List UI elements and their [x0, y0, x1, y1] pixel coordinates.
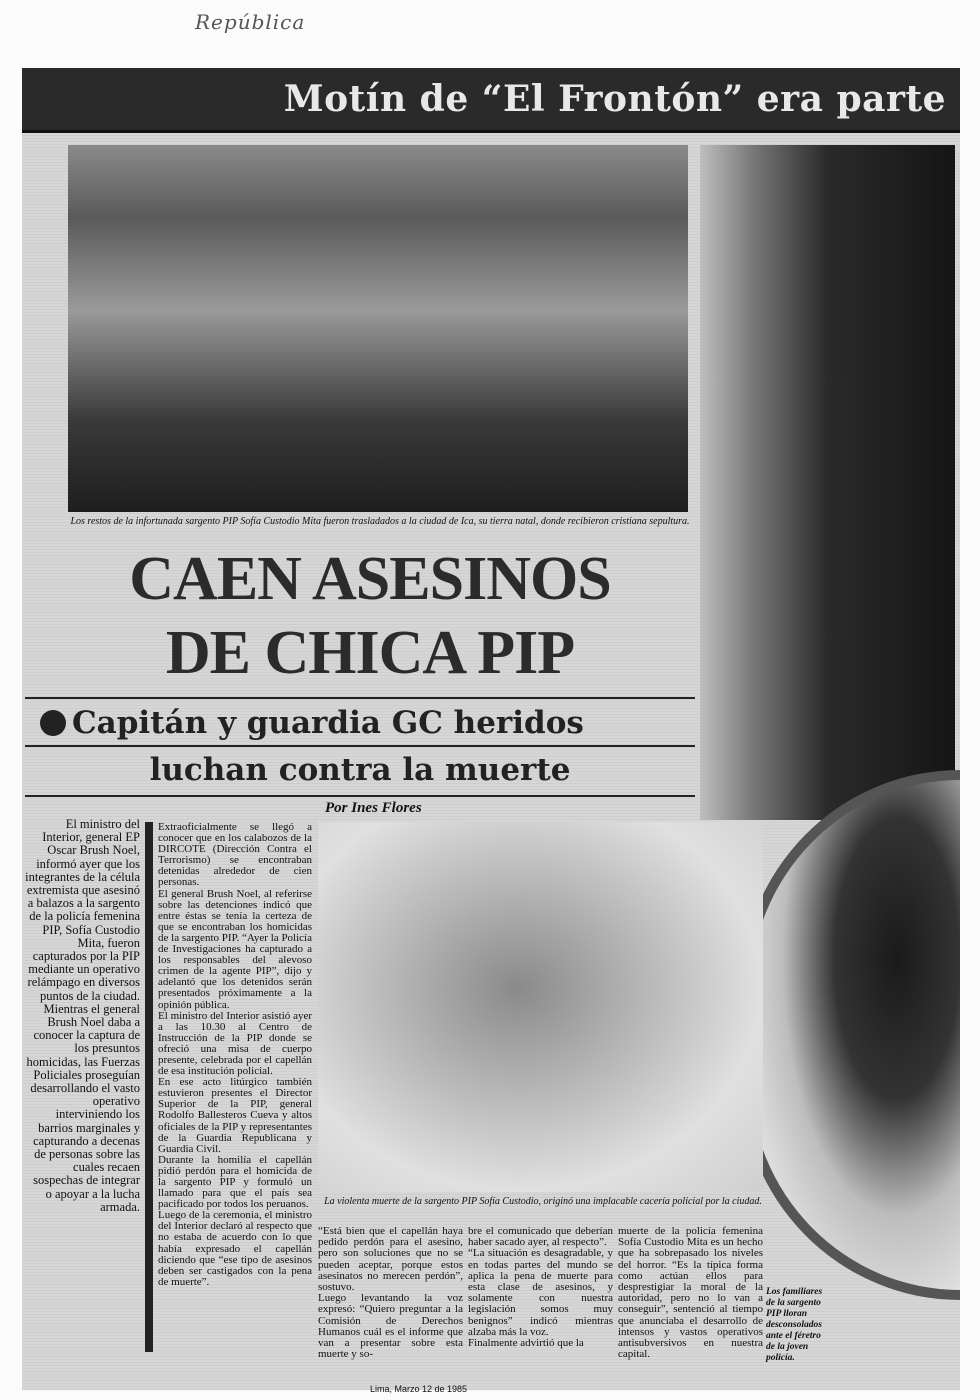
byline: Por Ines Flores [325, 800, 422, 816]
divider [25, 697, 695, 699]
paragraph: En ese acto litúrgico también estuvieron presentes el Director Superior de la PIP, general Rodolfo Ballesteros Cueva y altos oficiales de la PIP y representantes de la Guardia Republicana y Guardia Civil. [158, 1076, 312, 1155]
paragraph: Luego de la ceremonia, el ministro del Interior declaró al respecto que no estaba de acuerdo con lo que había expresado el capellán diciendo que “ese tipo de asesinos deben ser castigados con la pena de muerte”. [158, 1209, 312, 1288]
paragraph: “Está bien que el capellán haya pedido perdón para el asesino, pero son soluciones que no se pueden aceptar, porque estos asesinatos no merecen perdón”, sostuvo. [318, 1225, 463, 1294]
paragraph: El ministro del Interior asistió ayer a las 10.30 al Centro de Instrucción de la PIP donde se ofreció una misa de cuerpo presente, celebrada por el capellán de esa institución policial. [158, 1009, 312, 1078]
paragraph: Finalmente advirtió que la [468, 1337, 584, 1350]
article-column-2 [158, 822, 312, 1288]
dateline-footer: Lima, Marzo 12 de 1985 [370, 1384, 468, 1394]
subheadline-2: luchan contra la muerte [149, 752, 571, 788]
paragraph: muerte de la policía femenina Sofía Custodio Mita es un hecho que ha sobrepasado los niveles del horror. “Es la típica forma como actúan ellos para desprestigiar la moral de la autoridad, pero no lo van a conseguir”, sentenció al tiempo que anunciaba el desarrollo de intensos y vastos operativos antisubversivos en nuestra capital. [618, 1225, 763, 1361]
photo-caption-middle: La violenta muerte de la sargento PIP Sofía Custodio, originó una implacable cacería policial por la ciudad. [324, 1196, 762, 1207]
article-column-5 [618, 1226, 763, 1360]
mourner-photo [700, 145, 955, 820]
headline-line-2: DE CHICA PIP [165, 619, 575, 687]
subheadline-text: Capitán y guardia GC heridos [72, 705, 584, 741]
photo-caption-right: Los familiares de la sargento PIP lloran desconsolados ante el féretro de la joven policía. [766, 1287, 823, 1363]
photo-caption-top: Los restos de la infortunada sargento PIP Sofía Custodio Mita fueron trasladados a la ciudad de Ica, su tierra natal, donde recibieron cristiana sepultura. [70, 516, 690, 527]
divider [25, 745, 695, 747]
funeral-procession-photo [68, 145, 688, 512]
article-column-4 [468, 1226, 613, 1349]
victim-photo [318, 822, 763, 1192]
bullet-icon [40, 710, 66, 736]
paragraph: El general Brush Noel, al referirse sobre las detenciones indicó que entre éstas se tenía la certeza de que se encontraban los homicidas de la sargento PIP. “Ayer la Policía de Investigaciones ha capturado a los responsables del alevoso crimen de la agente PIP”, dijo y adelantó que los detenidos serán presentados próximamente a la opinión pública. [158, 887, 312, 1011]
article-column-3 [318, 1226, 463, 1360]
section-banner [22, 68, 960, 133]
article-column-1: El ministro del Interior, general EP Oscar Brush Noel, informó ayer que los integrantes de la célula extremista que asesinó a balazos a la sargento de la policía femenina PIP, Sofía Custodio Mita, fueron capturados por la PIP mediante un operativo relámpago en diversos puntos de la ciudad. Mientras el general Brush Noel daba a conocer la captura de los presuntos homicidas, las Fuerzas Policiales proseguían desarrollando el vasto operativo interviniendo los barrios marginales y capturando a decenas de personas sobre las cuales recaen sospechas de integrar o apoyar a la lucha armada. [25, 817, 140, 1214]
headline-line-1: CAEN ASESINOS [129, 545, 611, 613]
paragraph: “La situación es desagradable, y en todas partes del mundo se aplica la pena de muerte para esta clase de asesinos, y solamente con nuestra legislación somos muy benignos” indicó mientras alzaba más la voz. [468, 1247, 613, 1338]
paragraph: Extraoficialmente se llegó a conocer que en los calabozos de la DIRCOTE (Dirección Contra el Terrorismo) se encontraban detenidas alrededor de cien personas. [158, 821, 312, 889]
divider [25, 795, 695, 797]
paragraph: bre el comunicado que deberían haber sacado ayer, al respecto”. [468, 1225, 613, 1249]
section-title: Motín de “El Frontón” era parte [283, 78, 946, 120]
headline [40, 542, 700, 690]
column-rule [145, 822, 153, 1352]
subheadline-1 [40, 705, 584, 741]
paragraph: Durante la homilía el capellán pidió perdón para el homicida de la sargento PIP y formuló un llamado para que el país sea pacificado por todos los peruanos. [158, 1153, 312, 1211]
handwritten-label: República [195, 10, 306, 34]
paragraph: Luego levantando la voz expresó: “Quiero preguntar a la Comisión de Derechos Humanos cuál es el informe que van a presentar sobre esta muerte y so- [318, 1292, 463, 1361]
